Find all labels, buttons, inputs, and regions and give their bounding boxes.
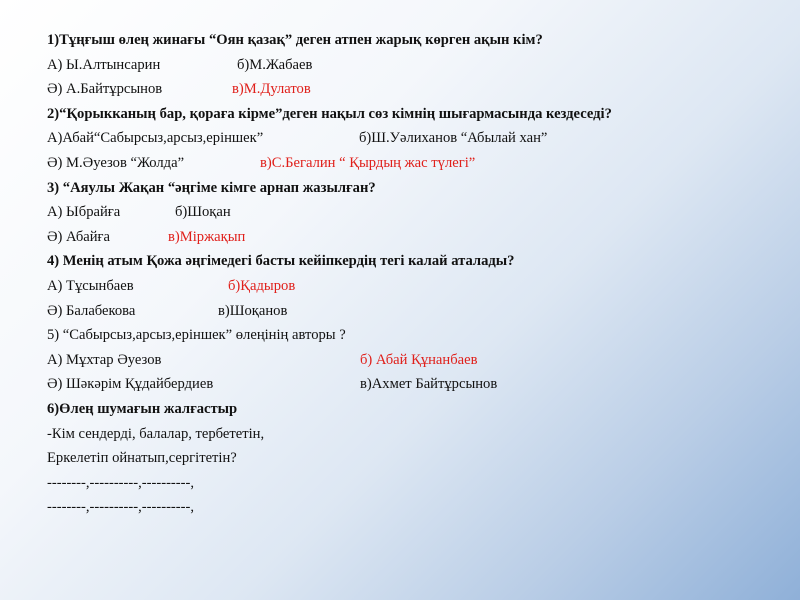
answer-1b: б)М.Жабаев [237, 56, 313, 73]
question-6: 6)Өлең шумағын жалғастыр [47, 400, 238, 417]
answer-2d-correct: в)С.Бегалин “ Қырдың жас түлегі” [260, 154, 476, 171]
question-5-row-1 [47, 348, 777, 373]
question-2-row-2 [47, 151, 777, 176]
poem-blank-2: --------,----------,----------, [47, 499, 195, 516]
answer-1a: А) Ы.Алтынсарин [47, 56, 161, 73]
question-2-row-1 [47, 126, 777, 151]
question-3-row-2 [47, 225, 777, 250]
question-4: 4) Менің атым Қожа әңгімедегі басты кейіпкердің тегі калай аталады? [47, 253, 515, 270]
answer-4c: Ә) Балабекова [47, 302, 136, 319]
answer-2c: Ә) М.Әуезов “Жолда” [47, 154, 185, 171]
quiz-content [47, 28, 777, 520]
answer-5b-correct: б) Абай Құнанбаев [360, 351, 478, 368]
answer-5d: в)Ахмет Байтұрсынов [360, 376, 498, 393]
answer-4d: в)Шоқанов [218, 302, 288, 319]
question-1: 1)Тұңғыш өлең жинағы “Оян қазақ” деген атпен жарық көрген ақын кім? [47, 32, 543, 48]
answer-4a: А) Тұсынбаев [47, 277, 134, 294]
answer-3c: Ә) Абайға [47, 228, 111, 245]
answer-3b: б)Шоқан [175, 204, 231, 221]
answer-5a: А) Мұхтар Әуезов [47, 351, 162, 368]
answer-1d-correct: в)М.Дулатов [232, 81, 311, 98]
question-1-row-2 [47, 77, 777, 102]
poem-blank-1: --------,----------,----------, [47, 474, 195, 491]
question-4-row-2 [47, 299, 777, 324]
question-3-row-1 [47, 200, 777, 225]
question-5-row-2 [47, 372, 777, 397]
question-1-row-1 [47, 53, 777, 78]
answer-1c: Ә) А.Байтұрсынов [47, 81, 163, 98]
poem-line-2: Еркелетіп ойнатып,сергітетін? [47, 450, 237, 467]
question-4-row-1 [47, 274, 777, 299]
answer-3d-correct: в)Міржақып [168, 228, 246, 245]
answer-4b-correct: б)Қадыров [228, 277, 296, 294]
answer-2b: б)Ш.Уәлиханов “Абылай хан” [359, 130, 548, 147]
question-2: 2)“Қорыкканың бар, қораға кірме”деген нақыл сөз кімнің шығармасында кездеседі? [47, 105, 612, 122]
question-5: 5) “Сабырсыз,арсыз,еріншек” өлеңінің авторы ? [47, 327, 346, 344]
answer-2a: А)Абай“Сабырсыз,арсыз,еріншек” [47, 130, 264, 147]
poem-line-1: -Кім сендерді, балалар, тербететін, [47, 425, 265, 442]
answer-3a: А) Ыбрайға [47, 204, 121, 221]
answer-5c: Ә) Шәкәрім Құдайбердиев [47, 376, 214, 393]
question-3: 3) “Аяулы Жақан “әңгіме кімге арнап жазылған? [47, 179, 376, 196]
